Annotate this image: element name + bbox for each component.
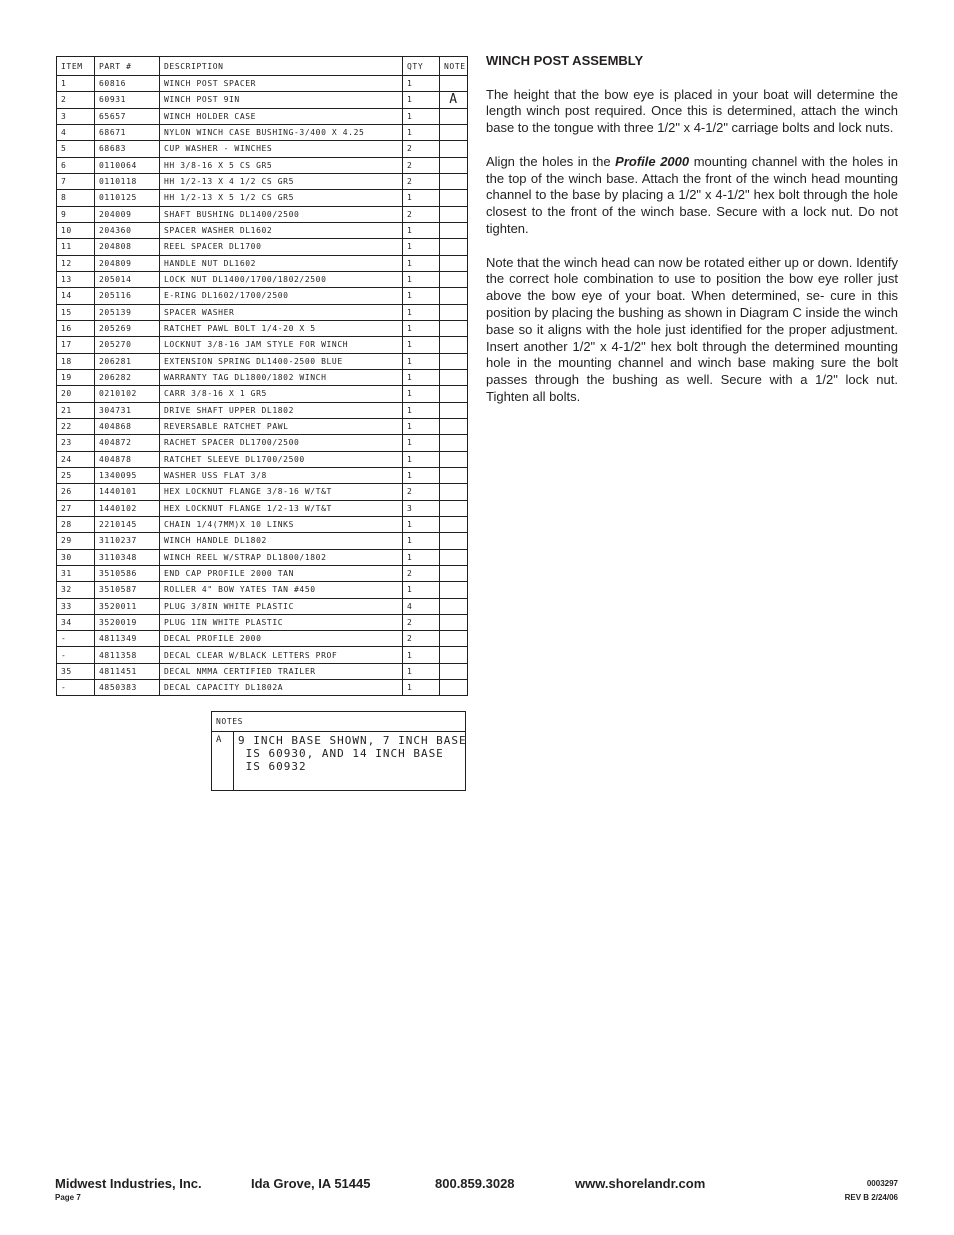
cell-note [440,337,468,353]
table-row [57,402,468,418]
header-description: DESCRIPTION [160,57,403,76]
cell-qty: 2 [403,484,440,500]
cell-item: 10 [57,222,95,238]
cell-item: 33 [57,598,95,614]
cell-note [440,631,468,647]
table-row [57,124,468,140]
cell-item: 5 [57,141,95,157]
cell-description: HH 1/2-13 X 5 1/2 CS GR5 [160,190,403,206]
cell-qty: 1 [403,582,440,598]
cell-note [440,451,468,467]
table-row [57,288,468,304]
cell-item: 1 [57,76,95,92]
cell-part: 68671 [95,124,160,140]
cell-part: 205269 [95,320,160,336]
footer-city: Ida Grove, IA 51445 [251,1176,371,1191]
cell-part: 0210102 [95,386,160,402]
cell-qty: 1 [403,467,440,483]
cell-description: DECAL PROFILE 2000 [160,631,403,647]
cell-item: 21 [57,402,95,418]
table-row [57,631,468,647]
cell-note [440,647,468,663]
cell-item: 27 [57,500,95,516]
cell-qty: 2 [403,614,440,630]
cell-item: 17 [57,337,95,353]
cell-part: 205139 [95,304,160,320]
cell-qty: 1 [403,680,440,696]
table-row [57,467,468,483]
cell-description: DECAL CLEAR W/BLACK LETTERS PROF [160,647,403,663]
cell-qty: 1 [403,516,440,532]
cell-part: 206282 [95,369,160,385]
table-row [57,271,468,287]
cell-item: 24 [57,451,95,467]
cell-qty: 1 [403,451,440,467]
notes-letter: A [212,732,234,790]
cell-part: 0110125 [95,190,160,206]
cell-description: REEL SPACER DL1700 [160,239,403,255]
cell-part: 1440101 [95,484,160,500]
cell-note [440,565,468,581]
cell-note [440,108,468,124]
cell-part: 204809 [95,255,160,271]
cell-qty: 1 [403,255,440,271]
cell-part: 404868 [95,418,160,434]
cell-part: 206281 [95,353,160,369]
table-row [57,680,468,696]
table-row [57,353,468,369]
cell-part: 65657 [95,108,160,124]
section-heading: WINCH POST ASSEMBLY [486,53,644,68]
cell-part: 1440102 [95,500,160,516]
cell-description: CARR 3/8-16 X 1 GR5 [160,386,403,402]
cell-description: PLUG 3/8IN WHITE PLASTIC [160,598,403,614]
notes-box [211,711,466,791]
footer-revision: REV B 2/24/06 [844,1193,898,1202]
header-qty: QTY [403,57,440,76]
cell-qty: 1 [403,337,440,353]
cell-qty: 3 [403,500,440,516]
cell-part: 304731 [95,402,160,418]
cell-item: 20 [57,386,95,402]
table-row [57,435,468,451]
cell-part: 205270 [95,337,160,353]
table-row [57,320,468,336]
cell-qty: 1 [403,222,440,238]
cell-note [440,418,468,434]
footer-website: www.shorelandr.com [575,1176,706,1191]
cell-description: LOCK NUT DL1400/1700/1802/2500 [160,271,403,287]
table-row [57,582,468,598]
cell-qty: 2 [403,157,440,173]
table-row [57,598,468,614]
cell-item: 15 [57,304,95,320]
cell-qty: 1 [403,239,440,255]
cell-item: 22 [57,418,95,434]
cell-note [440,353,468,369]
cell-note [440,239,468,255]
cell-note [440,157,468,173]
table-row [57,500,468,516]
table-row [57,76,468,92]
cell-qty: 2 [403,206,440,222]
cell-note [440,435,468,451]
paragraph-1: The height that the bow eye is placed in your boat will determine the length winch post required. Once this is determined, attach the winch base to the tongue with three 1/2" x 4-1/2" carriage bolts and lock nuts. [486,86,898,136]
cell-qty: 1 [403,647,440,663]
cell-note [440,190,468,206]
cell-note [440,614,468,630]
cell-note [440,484,468,500]
cell-qty: 1 [403,418,440,434]
parts-list-table [56,56,468,696]
cell-note [440,255,468,271]
cell-description: HH 1/2-13 X 4 1/2 CS GR5 [160,173,403,189]
cell-item: 9 [57,206,95,222]
cell-part: 0110118 [95,173,160,189]
cell-part: 404878 [95,451,160,467]
table-row [57,141,468,157]
cell-description: WINCH REEL W/STRAP DL1800/1802 [160,549,403,565]
cell-qty: 1 [403,320,440,336]
table-row [57,451,468,467]
cell-part: 68683 [95,141,160,157]
cell-note [440,500,468,516]
table-row [57,304,468,320]
cell-part: 60816 [95,76,160,92]
cell-item: 19 [57,369,95,385]
cell-part: 60931 [95,92,160,108]
cell-description: CHAIN 1/4(7MM)X 10 LINKS [160,516,403,532]
footer-company: Midwest Industries, Inc. [55,1176,202,1191]
cell-note [440,124,468,140]
cell-part: 4811451 [95,663,160,679]
cell-note [440,598,468,614]
cell-description: WINCH POST 9IN [160,92,403,108]
cell-note [440,402,468,418]
table-row [57,157,468,173]
cell-item: 18 [57,353,95,369]
notes-header: NOTES [212,712,465,732]
cell-qty: 1 [403,124,440,140]
cell-note [440,582,468,598]
cell-qty: 1 [403,435,440,451]
table-row [57,418,468,434]
cell-description: SHAFT BUSHING DL1400/2500 [160,206,403,222]
cell-note [440,206,468,222]
cell-item: 6 [57,157,95,173]
cell-qty: 2 [403,565,440,581]
cell-qty: 1 [403,288,440,304]
cell-item: 16 [57,320,95,336]
cell-description: SPACER WASHER [160,304,403,320]
cell-description: DRIVE SHAFT UPPER DL1802 [160,402,403,418]
paragraph-2-end: mounting channel with the holes in the top of the winch base. Attach the front of the winch head mounting channel to the base by placing a 1/2" x 4-1/2" hex bolt through the hole closest to the front of the winch base. Secure with a lock nut. Do not tighten. [486,153,898,236]
cell-qty: 1 [403,271,440,287]
cell-note: A [440,92,468,108]
table-row [57,369,468,385]
cell-part: 205116 [95,288,160,304]
cell-description: HANDLE NUT DL1602 [160,255,403,271]
cell-note [440,320,468,336]
cell-description: WINCH HOLDER CASE [160,108,403,124]
cell-qty: 1 [403,549,440,565]
cell-item: 26 [57,484,95,500]
cell-description: END CAP PROFILE 2000 TAN [160,565,403,581]
cell-description: CUP WASHER - WINCHES [160,141,403,157]
cell-qty: 1 [403,353,440,369]
header-item: ITEM [57,57,95,76]
cell-item: 7 [57,173,95,189]
cell-qty: 2 [403,173,440,189]
table-row [57,565,468,581]
cell-part: 404872 [95,435,160,451]
cell-qty: 1 [403,108,440,124]
cell-item: 23 [57,435,95,451]
cell-qty: 1 [403,386,440,402]
cell-note [440,533,468,549]
cell-part: 204360 [95,222,160,238]
cell-qty: 1 [403,190,440,206]
cell-part: 4811349 [95,631,160,647]
cell-part: 204009 [95,206,160,222]
cell-item: 2 [57,92,95,108]
cell-note [440,369,468,385]
cell-part: 3520011 [95,598,160,614]
cell-item: 32 [57,582,95,598]
footer-phone: 800.859.3028 [435,1176,515,1191]
cell-qty: 1 [403,76,440,92]
cell-note [440,549,468,565]
product-name: Profile 2000 [615,153,690,169]
table-row [57,108,468,124]
table-row [57,549,468,565]
paragraph-2-start: Align the holes in the [486,153,616,169]
cell-description: WINCH POST SPACER [160,76,403,92]
cell-description: DECAL NMMA CERTIFIED TRAILER [160,663,403,679]
cell-description: ROLLER 4" BOW YATES TAN #450 [160,582,403,598]
cell-description: WARRANTY TAG DL1800/1802 WINCH [160,369,403,385]
cell-description: E-RING DL1602/1700/2500 [160,288,403,304]
instructions-column [486,53,898,423]
cell-description: NYLON WINCH CASE BUSHING-3/400 X 4.25 [160,124,403,140]
table-header-row [57,57,468,76]
cell-item: 12 [57,255,95,271]
cell-part: 4811358 [95,647,160,663]
cell-part: 3520019 [95,614,160,630]
cell-description: DECAL CAPACITY DL1802A [160,680,403,696]
table-row [57,206,468,222]
table-row [57,222,468,238]
cell-part: 2210145 [95,516,160,532]
cell-description: WASHER USS FLAT 3/8 [160,467,403,483]
cell-item: - [57,631,95,647]
cell-note [440,76,468,92]
cell-description: EXTENSION SPRING DL1400-2500 BLUE [160,353,403,369]
table-row [57,484,468,500]
cell-item: 29 [57,533,95,549]
cell-item: 35 [57,663,95,679]
cell-description: RATCHET PAWL BOLT 1/4-20 X 5 [160,320,403,336]
cell-description: RATCHET SLEEVE DL1700/2500 [160,451,403,467]
cell-part: 3110348 [95,549,160,565]
notes-text: 9 INCH BASE SHOWN, 7 INCH BASE IS 60930, AND 14 INCH BASE IS 60932 [238,734,467,773]
cell-item: 13 [57,271,95,287]
footer-doc-number: 0003297 [866,1179,898,1188]
parts-table-body [57,76,468,696]
cell-description: RACHET SPACER DL1700/2500 [160,435,403,451]
cell-item: 31 [57,565,95,581]
cell-note [440,141,468,157]
cell-note [440,288,468,304]
cell-item: 30 [57,549,95,565]
cell-qty: 1 [403,369,440,385]
table-row [57,647,468,663]
table-row [57,92,468,108]
cell-part: 1340095 [95,467,160,483]
cell-item: - [57,647,95,663]
footer-page-number: Page 7 [55,1193,81,1202]
header-note: NOTE [440,57,468,76]
cell-description: PLUG 1IN WHITE PLASTIC [160,614,403,630]
cell-item: 8 [57,190,95,206]
cell-note [440,516,468,532]
cell-qty: 1 [403,402,440,418]
cell-qty: 1 [403,663,440,679]
cell-item: 14 [57,288,95,304]
cell-qty: 2 [403,141,440,157]
cell-description: HH 3/8-16 X 5 CS GR5 [160,157,403,173]
table-row [57,533,468,549]
cell-qty: 4 [403,598,440,614]
cell-description: SPACER WASHER DL1602 [160,222,403,238]
cell-part: 0110064 [95,157,160,173]
cell-note [440,680,468,696]
paragraph-2 [486,154,898,238]
table-row [57,239,468,255]
cell-part: 205014 [95,271,160,287]
cell-note [440,222,468,238]
table-row [57,614,468,630]
cell-item: 3 [57,108,95,124]
cell-description: HEX LOCKNUT FLANGE 3/8-16 W/T&T [160,484,403,500]
cell-item: 34 [57,614,95,630]
cell-description: REVERSABLE RATCHET PAWL [160,418,403,434]
cell-note [440,467,468,483]
cell-description: LOCKNUT 3/8-16 JAM STYLE FOR WINCH [160,337,403,353]
table-row [57,386,468,402]
cell-part: 4850383 [95,680,160,696]
cell-note [440,386,468,402]
cell-description: HEX LOCKNUT FLANGE 1/2-13 W/T&T [160,500,403,516]
cell-description: WINCH HANDLE DL1802 [160,533,403,549]
cell-note [440,304,468,320]
cell-item: - [57,680,95,696]
table-row [57,255,468,271]
cell-item: 11 [57,239,95,255]
cell-item: 25 [57,467,95,483]
cell-note [440,173,468,189]
cell-part: 204808 [95,239,160,255]
table-row [57,190,468,206]
cell-part: 3510586 [95,565,160,581]
table-row [57,516,468,532]
cell-part: 3510587 [95,582,160,598]
cell-item: 4 [57,124,95,140]
cell-qty: 1 [403,92,440,108]
table-row [57,337,468,353]
cell-item: 28 [57,516,95,532]
table-row [57,663,468,679]
header-part-number: PART # [95,57,160,76]
cell-qty: 1 [403,304,440,320]
table-row [57,173,468,189]
cell-note [440,663,468,679]
cell-note [440,271,468,287]
cell-part: 3110237 [95,533,160,549]
cell-qty: 2 [403,631,440,647]
paragraph-3: Note that the winch head can now be rotated either up or down. Identify the correct hole combination to use to position the bow eye roller just above the bow eye of your boat. When determined, se- cure in this position by placing the bushing as shown in Diagram C inside the winch base so it aligns with the hole just identified for the proper adjustment. Insert another 1/2" x 4-1/2" hex bolt through the determined mounting hole in the mounting channel and winch base making sure the bolt passes through the bushing as well. Secure with a 1/2" lock nut. Tighten all bolts. [486,254,898,404]
cell-qty: 1 [403,533,440,549]
